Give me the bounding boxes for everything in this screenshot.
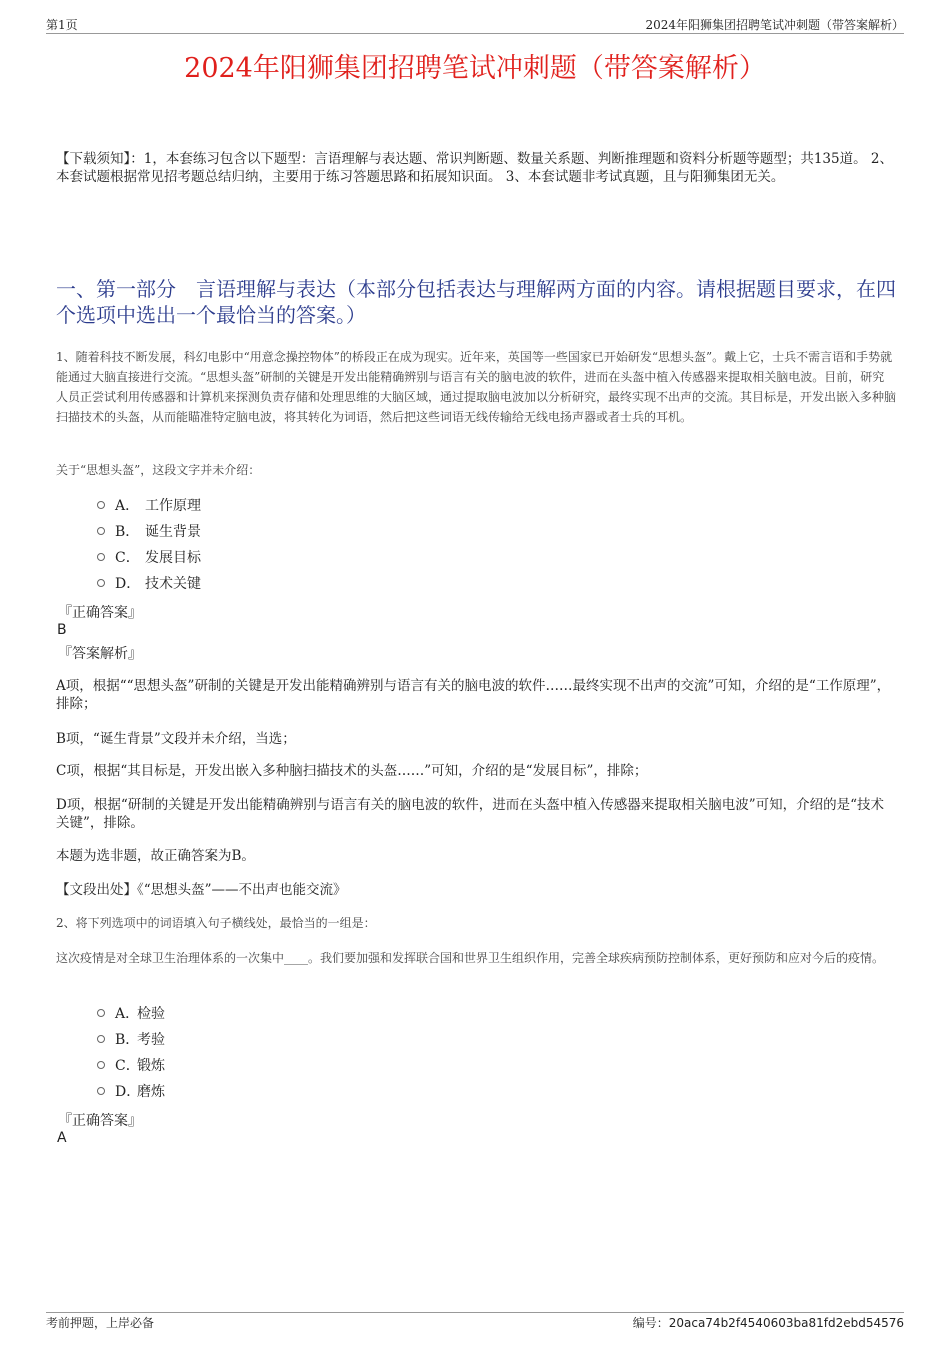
analysis-source: 【文段出处】《“思想头盔”——不出声也能交流》 [56,882,347,898]
option-letter: D． [115,576,141,592]
option-letter: A． [115,1006,140,1022]
document-title: 2024年阳狮集团招聘笔试冲刺题（带答案解析） [184,53,766,84]
option-d[interactable] [97,1080,165,1102]
option-a[interactable] [97,1002,165,1024]
radio-icon[interactable] [97,1035,105,1043]
analysis-conclusion: 本题为选非题，故正确答案为B。 [56,848,255,864]
download-notice: 【下载须知】：1，本套练习包含以下题型：言语理解与表达题、常识判断题、数量关系题、判断推理题和资料分析题等题型；共135道。 2、本套试题根据常见招考题总结归纳，主要用于练习答题思路和拓展知识面。 3、本套试题非考试真题，且与阳狮集团无关。 [56,151,893,185]
analysis-c: C项，根据“其目标是，开发出嵌入多种脑扫描技术的头盔……”可知，介绍的是“发展目标”，排除； [56,763,648,779]
option-a[interactable] [97,494,201,516]
option-text: 考验 [137,1032,165,1048]
radio-icon[interactable] [97,501,105,509]
option-text: 检验 [137,1006,165,1022]
option-letter: B． [115,524,140,540]
option-letter: B． [115,1032,140,1048]
radio-icon[interactable] [97,1061,105,1069]
footer-code-value: 20aca74b2f4540603ba81fd2ebd54576 [668,1316,904,1330]
analysis-d: D项，根据“研制的关键是开发出能精确辨别与语言有关的脑电波的软件，进而在头盔中植入传感器来提取相关脑电波”可知，介绍的是“技术关键”，排除。 [56,797,885,831]
option-text: 诞生背景 [145,524,201,540]
header-doc-title: 2024年阳狮集团招聘笔试冲刺题（带答案解析） [645,18,904,32]
option-text: 磨炼 [137,1084,165,1100]
question-1-text: 1、随着科技不断发展，科幻电影中“用意念操控物体”的桥段正在成为现实。近年来，英国等一些国家已开始研发“思想头盔”。戴上它，士兵不需言语和手势就能通过大脑直接进行交流。“思想头盔”研制的关键是开发出能精确辨别与语言有关的脑电波的软件，进而在头盔中植入传感器来提取相关脑电波。目前，研究人员正尝试利用传感器和计算机来探测负责存储和处理思维的大脑区域，通过提取脑电波加以分析研究，最终实现不出声的交流。其目标是，开发出嵌入多种脑扫描技术的头盔，从而能瞄准特定脑电波，将其转化为词语，然后把这些词语无线传输给无线电扬声器或者士兵的耳机。 [56,350,897,424]
correct-answer: A [57,1130,67,1146]
question-2-stem: 这次疫情是对全球卫生治理体系的一次集中____。我们要加强和发挥联合国和世界卫生组织作用，完善全球疾病预防控制体系，更好预防和应对今后的疫情。 [56,951,885,965]
option-text: 锻炼 [137,1058,165,1074]
page-number: 第1页 [46,18,78,32]
question-2-text: 2、将下列选项中的词语填入句子横线处，最恰当的一组是： [56,916,376,930]
correct-answer-label: 『正确答案』 [58,605,142,621]
option-text: 发展目标 [145,550,201,566]
question-1-stem: 关于“思想头盔”，这段文字并未介绍： [56,463,261,477]
correct-answer-label: 『正确答案』 [58,1113,142,1129]
radio-icon[interactable] [97,553,105,561]
option-text: 技术关键 [145,576,201,592]
option-letter: C． [115,550,140,566]
footer-slogan: 考前押题，上岸必备 [46,1316,155,1330]
option-letter: C． [115,1058,140,1074]
option-b[interactable] [97,1028,165,1050]
analysis-b: B项，“诞生背景”文段并未介绍，当选； [56,731,296,747]
radio-icon[interactable] [97,1087,105,1095]
option-b[interactable] [97,520,201,542]
footer-code [633,1314,904,1331]
option-c[interactable] [97,546,201,568]
footer-divider [46,1312,904,1313]
header-divider [46,33,904,34]
question-2-options [97,1002,165,1102]
footer-code-label: 编号： [632,1316,669,1330]
option-c[interactable] [97,1054,165,1076]
section-heading: 一、第一部分 言语理解与表达（本部分包括表达与理解两方面的内容。请根据题目要求，在四个选项中选出一个最恰当的答案。） [56,277,896,327]
option-d[interactable] [97,572,201,594]
radio-icon[interactable] [97,579,105,587]
radio-icon[interactable] [97,527,105,535]
option-letter: D． [115,1084,141,1100]
analysis-label: 『答案解析』 [58,646,142,662]
option-letter: A． [115,498,140,514]
radio-icon[interactable] [97,1009,105,1017]
question-1-options [97,494,201,594]
correct-answer: B [57,622,67,638]
option-text: 工作原理 [145,498,201,514]
analysis-a: A项，根据““思想头盔”研制的关键是开发出能精确辨别与语言有关的脑电波的软件……最终实现不出声的交流”可知，介绍的是“工作原理”，排除； [56,678,891,712]
